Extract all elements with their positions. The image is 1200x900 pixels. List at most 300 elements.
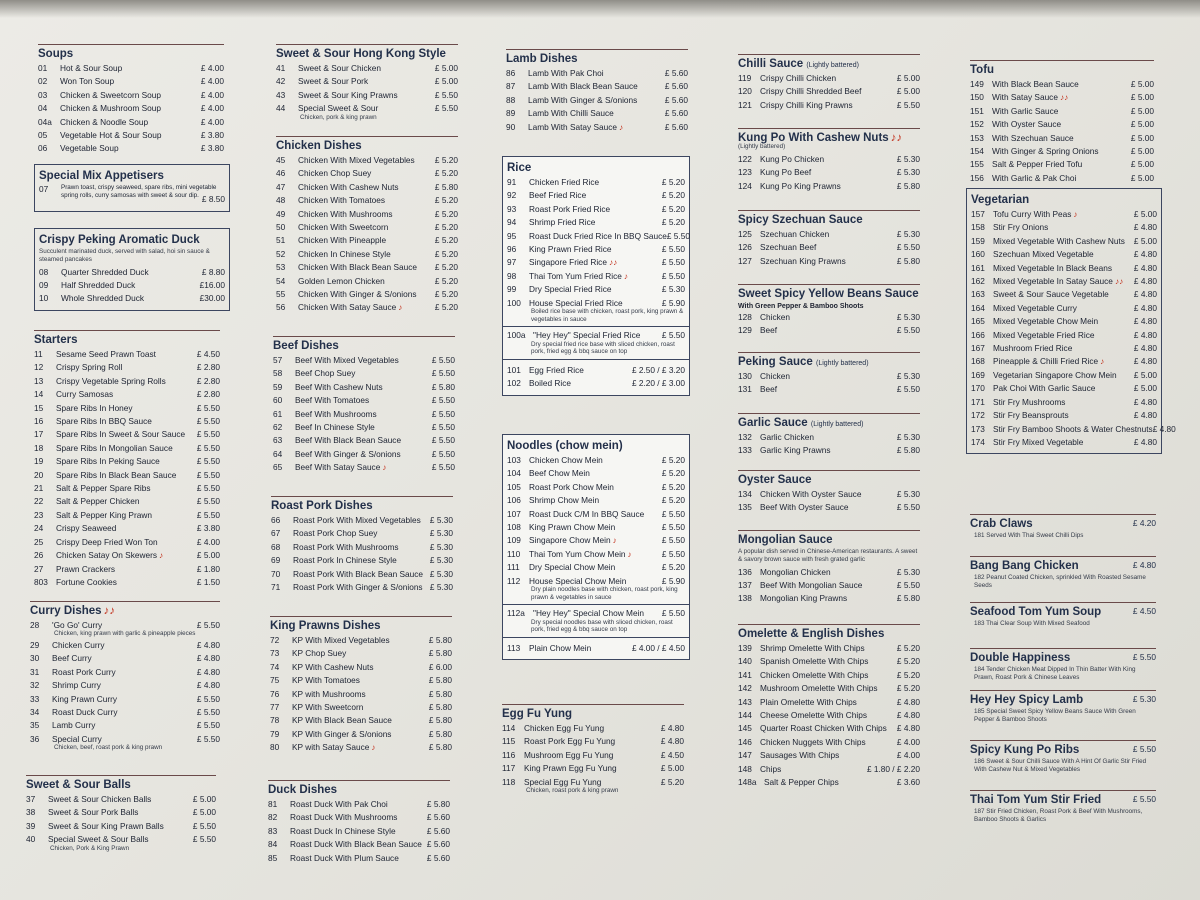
item-number: 19 — [34, 456, 44, 467]
item-name: Vegetarian Singapore Chow Mein — [993, 369, 1117, 380]
item-number: 142 — [738, 683, 752, 694]
item-price: £ 5.50 — [196, 693, 220, 704]
menu-item — [738, 566, 920, 579]
item-price: £ 5.50 — [661, 522, 685, 533]
item-price: £ 5.50 — [192, 834, 216, 845]
menu-item — [738, 166, 920, 179]
item-price: £ 3.80 — [200, 130, 224, 141]
item-name: Chicken Egg Fu Yung — [524, 723, 605, 733]
menu-item — [507, 270, 685, 283]
chili-icon: ♪♪ — [608, 257, 618, 268]
menu-item — [271, 527, 453, 540]
item-name: Szechuan Mixed Vegetable — [993, 249, 1094, 260]
item-name: Spare Ribs In Honey — [56, 402, 133, 413]
menu-item — [738, 655, 920, 668]
item-price: £ 5.20 — [661, 190, 685, 201]
item-name: Chicken & Noodle Soup — [60, 116, 149, 127]
item-number: 95 — [507, 230, 517, 241]
item-name: Salt & Pepper King Prawn — [56, 509, 152, 520]
item-name: Roast Pork Chop Suey — [293, 528, 378, 539]
item-price: £ 5.30 — [896, 312, 920, 322]
item-price: £ 5.50 — [196, 429, 220, 440]
item-price: £ 5.50 — [196, 733, 220, 744]
item-price: £ 5.20 — [434, 302, 458, 313]
item-price: £ 5.50 — [896, 99, 920, 110]
item-name: Stir Fry Mixed Vegetable — [993, 436, 1084, 447]
item-price: £ 4.80 — [1133, 436, 1157, 447]
item-number: 83 — [268, 825, 278, 836]
item-name: Spanish Omelette With Chips — [760, 656, 869, 667]
item-name: Beef Chop Suey — [295, 368, 356, 379]
item-name: Shrimp Chow Mein — [529, 495, 600, 506]
item-name: Mixed Vegetable Curry — [993, 302, 1077, 313]
item-price: £ 5.30 — [429, 582, 453, 593]
menu-item — [276, 167, 458, 180]
item-price: £ 3.80 — [200, 143, 224, 154]
menu-item — [738, 749, 920, 762]
item-number: 105 — [507, 481, 521, 492]
special-title: Double Happiness £ 5.50 — [970, 648, 1156, 666]
item-price: £ 5.30 — [896, 153, 920, 164]
menu-item — [738, 592, 920, 605]
menu-item — [507, 494, 685, 507]
item-number: 115 — [502, 736, 516, 747]
item-price: £ 5.50 — [896, 242, 920, 253]
item-name: Spare Ribs In BBQ Sauce — [56, 416, 152, 427]
item-name: Won Ton Soup — [60, 76, 115, 87]
section-title: Lamb Dishes — [506, 49, 688, 67]
item-number: 97 — [507, 257, 517, 268]
item-name: Shrimp Curry — [52, 680, 101, 691]
item-name: KP With Mixed Vegetables — [292, 635, 390, 645]
item-price: £ 5.60 — [426, 839, 450, 850]
item-name: Chicken & Sweetcorn Soup — [60, 89, 162, 100]
item-price: £ 5.00 — [660, 763, 684, 774]
menu-item — [268, 852, 450, 865]
section-omelette — [738, 624, 920, 789]
item-price: £ 5.00 — [434, 63, 458, 73]
menu-item — [971, 275, 1157, 288]
menu-item — [970, 132, 1154, 145]
item-price: £ 5.50 — [431, 408, 455, 419]
section-soups — [38, 44, 224, 156]
section-title: Tofu — [970, 60, 1154, 78]
section-kung-po: Kung Po With Cashew Nuts ♪♪ (Lightly battered) 122 Kung Po Chicken £ 5.30 123 Kung Po Beef £ 5.30 124 Kung Po King Prawns £ 5.80 — [738, 128, 920, 193]
item-number: 128 — [738, 312, 752, 322]
item-number: 41 — [276, 63, 286, 73]
item-price: £ 5.80 — [896, 180, 920, 191]
item-number: 24 — [34, 523, 44, 534]
special-title: Bang Bang Chicken £ 4.80 — [970, 556, 1156, 574]
item-number: 98 — [507, 270, 517, 281]
section-title: Spicy Szechuan Sauce — [738, 210, 920, 228]
item-price: £ 5.00 — [434, 76, 458, 87]
menu-item — [270, 741, 452, 754]
section-egg-fu-yung: Egg Fu Yung 114 Chicken Egg Fu Yung £ 4.80 115 Roast Pork Egg Fu Yung £ 4.80 116 Mushroom Egg Fu Yung £ 4.50 117 King Prawn Egg Fu Yung £ 5.00 118 Special Egg Fu Yung £ 5.20 Chicken, roast pork & king prawn — [502, 704, 684, 796]
item-name: Lamb With Chilli Sauce — [528, 108, 614, 119]
item-number: 63 — [273, 435, 283, 446]
item-price: £ 4.80 — [896, 710, 920, 721]
section-lamb — [506, 49, 688, 134]
item-number: 01 — [38, 63, 48, 73]
menu-item — [34, 375, 220, 388]
item-number: 145 — [738, 723, 752, 734]
item-number: 17 — [34, 429, 44, 440]
item-name: KP with Satay Sauce — [292, 742, 370, 753]
item-price: £ 5.00 — [1130, 79, 1154, 89]
item-number: 126 — [738, 242, 752, 253]
special-price: £ 4.50 — [1132, 606, 1156, 616]
menu-item — [970, 91, 1154, 104]
item-number: 158 — [971, 222, 985, 233]
item-name: KP With Sweetcorn — [292, 702, 364, 713]
special-price: £ 5.50 — [1132, 794, 1156, 804]
item-number: 159 — [971, 235, 985, 246]
item-name: Beef With Ginger & S/onions — [295, 448, 401, 459]
item-number: 44 — [276, 103, 286, 114]
chili-icon: ♪ — [371, 742, 376, 753]
item-price: £ 5.50 — [661, 257, 685, 268]
menu-item — [502, 749, 684, 762]
item-name: Mongolian King Prawns — [760, 593, 848, 604]
item-price: £ 4.00 — [896, 750, 920, 761]
item-number: 04a — [38, 116, 52, 127]
menu-item — [34, 361, 220, 374]
item-name: Chicken With Mushrooms — [298, 208, 393, 219]
menu-item — [34, 388, 220, 401]
menu-item — [970, 145, 1154, 158]
item-price: £ 5.20 — [434, 168, 458, 179]
menu-item — [507, 176, 685, 189]
item-name: Sweet & Sour King Prawns — [298, 89, 398, 100]
item-name: Roast Duck Fried Rice In BBQ Sauce — [529, 230, 667, 241]
item-price: £ 4.80 — [1133, 262, 1157, 273]
item-price: £ 5.00 — [896, 73, 920, 83]
item-number: 157 — [971, 209, 985, 219]
item-number: 80 — [270, 742, 280, 753]
item-name: Spare Ribs In Mongolian Sauce — [56, 442, 173, 453]
menu-item — [738, 255, 920, 268]
menu-item — [507, 189, 685, 202]
menu-item — [38, 62, 224, 75]
menu-item — [273, 354, 455, 367]
item-price: £ 5.00 — [1130, 92, 1154, 103]
special-dish — [970, 602, 1156, 630]
item-name: Crispy Chilli King Prawns — [760, 99, 853, 110]
section-title: Rice — [507, 162, 532, 174]
section-title: Chilli Sauce (Lightly battered) — [738, 54, 920, 72]
item-price: £ 5.80 — [428, 635, 452, 645]
item-number: 108 — [507, 522, 521, 533]
menu-item — [738, 444, 920, 457]
item-number: 120 — [738, 86, 752, 97]
menu-item: 100a "Hey Hey" Special Fried Rice £ 5.50 — [507, 330, 685, 341]
menu-item — [738, 85, 920, 98]
menu-item — [276, 75, 458, 88]
item-number: 37 — [26, 794, 36, 804]
special-desc: 186 Sweet & Sour Chilli Sauce With A Hint Of Garlic Stir Fried With Cashew Nut & Mixed Vegetables — [974, 758, 1147, 773]
item-number: 79 — [270, 728, 280, 739]
menu-item — [38, 89, 224, 102]
item-price: £ 5.30 — [429, 555, 453, 566]
section-title: Starters — [34, 330, 220, 348]
item-price: £ 5.50 — [431, 462, 455, 473]
item-number: 26 — [34, 550, 44, 561]
special-title: Crab Claws £ 4.20 — [970, 514, 1156, 532]
item-name: Chicken With Tomatoes — [298, 195, 385, 206]
item-number: 92 — [507, 190, 517, 201]
item-price: £ 4.50 — [196, 349, 220, 359]
menu-item — [970, 172, 1154, 185]
section-mongolian: Mongolian Sauce A popular dish served in Chinese-American restaurants. A sweet & savory brown sauce with fresh grated garlic 136 Mongolian Chicken £ 5.30 137 Beef With Mongolian Sauce £ 5.50 138 Mongolian King Prawns £ 5.80 — [738, 530, 920, 606]
special-dish — [970, 790, 1156, 826]
item-number: 112 — [507, 575, 521, 586]
item-name: Chicken Curry — [52, 640, 105, 650]
item-price: £ 1.80 — [196, 563, 220, 574]
item-price: £ 5.30 — [429, 541, 453, 552]
menu-item — [39, 266, 225, 279]
item-number: 171 — [971, 396, 985, 407]
item-number: 114 — [502, 723, 516, 733]
item-price: £ 5.20 — [661, 481, 685, 492]
item-price: £ 6.00 — [428, 661, 452, 672]
item-price: £ 5.30 — [429, 528, 453, 539]
menu-item — [507, 561, 685, 574]
item-number: 81 — [268, 799, 278, 809]
item-number: 144 — [738, 710, 752, 721]
item-name: KP With Cashew Nuts — [292, 661, 374, 672]
item-number: 16 — [34, 416, 44, 427]
item-number: 56 — [276, 302, 286, 313]
item-price: £ 4.80 — [196, 640, 220, 650]
menu-item — [276, 194, 458, 207]
menu-item — [971, 235, 1157, 248]
item-number: 119 — [738, 73, 752, 83]
item-price: £ 5.30 — [896, 489, 920, 499]
item-name: Dry Special Chow Mein — [529, 562, 616, 573]
menu-item — [738, 579, 920, 592]
item-number: 137 — [738, 580, 752, 590]
item-number: 38 — [26, 807, 36, 818]
item-name: Dry Special Fried Rice — [529, 284, 612, 295]
item-price: £ 1.80 / £ 2.20 — [866, 763, 920, 774]
menu-item — [276, 221, 458, 234]
item-number: 148a — [738, 777, 757, 788]
item-price: £ 4.50 — [660, 749, 684, 760]
section-szechuan — [738, 210, 920, 268]
item-price: £ 4.80 — [1133, 222, 1157, 233]
menu-item — [738, 153, 920, 166]
item-price: £ 2.80 — [196, 362, 220, 373]
item-name: Garlic King Prawns — [760, 445, 831, 456]
menu-item — [38, 102, 224, 115]
item-price: £ 2.80 — [196, 389, 220, 400]
section-garlic-sauce — [738, 413, 920, 458]
item-name: KP With Black Bean Sauce — [292, 715, 392, 726]
special-dish — [970, 648, 1156, 684]
menu-item — [30, 666, 220, 679]
item-name: Chips — [760, 763, 782, 774]
item-name: Salt & Pepper Chips — [764, 777, 839, 788]
item-name: Chicken With Pineapple — [298, 235, 387, 246]
item-price: £ 4.80 — [1133, 276, 1157, 287]
item-number: 36 — [30, 733, 40, 744]
menu-item — [971, 396, 1157, 409]
item-name: Kung Po King Prawns — [760, 180, 841, 191]
item-number: 04 — [38, 103, 48, 114]
item-number: 160 — [971, 249, 985, 260]
item-number: 94 — [507, 217, 517, 228]
menu-item — [270, 714, 452, 727]
section-beef — [273, 336, 455, 475]
item-name: With Garlic Sauce — [992, 105, 1059, 116]
item-number: 101 — [507, 364, 521, 375]
item-number: 77 — [270, 702, 280, 713]
item-price: £ 5.00 — [1133, 209, 1157, 219]
item-price: £ 5.50 — [661, 270, 685, 281]
item-price: £ 5.20 — [661, 495, 685, 506]
item-price: £ 2.50 / £ 3.20 — [631, 364, 685, 375]
item-price: £ 5.00 — [1133, 383, 1157, 394]
item-number: 127 — [738, 255, 752, 266]
section-title: Special Mix Appetisers — [39, 170, 164, 182]
menu-item — [34, 402, 220, 415]
item-number: 78 — [270, 715, 280, 726]
item-number: 152 — [970, 119, 984, 130]
item-name: King Prawn Chow Mein — [529, 522, 616, 533]
item-number: 58 — [273, 368, 283, 379]
item-name: Quarter Roast Chicken With Chips — [760, 723, 887, 734]
item-name: KP Chop Suey — [292, 648, 347, 659]
item-name: Crispy Seaweed — [56, 523, 117, 534]
item-price: £ 5.50 — [196, 509, 220, 520]
menu-item — [38, 116, 224, 129]
item-number: 106 — [507, 495, 521, 506]
item-name: Chicken In Chinese Style — [298, 248, 391, 259]
section-title: Garlic Sauce (Lightly battered) — [738, 413, 920, 431]
item-name: Mixed Vegetable Fried Rice — [993, 329, 1095, 340]
item-number: 122 — [738, 153, 752, 164]
menu-item — [502, 735, 684, 748]
item-name: King Prawn Fried Rice — [529, 244, 612, 255]
item-number: 67 — [271, 528, 281, 539]
item-price: £ 3.80 — [196, 523, 220, 534]
item-name: Stir Fry Mushrooms — [993, 396, 1066, 407]
item-number: 75 — [270, 675, 280, 686]
item-name: With Garlic & Pak Choi — [992, 172, 1077, 183]
item-number: 91 — [507, 177, 517, 187]
item-price: £ 5.50 — [896, 325, 920, 336]
item-price: £ 5.80 — [428, 742, 452, 753]
menu-item — [39, 292, 225, 305]
item-name: Mixed Vegetable Chow Mein — [993, 316, 1099, 327]
chili-icon: ♪ — [612, 535, 617, 546]
item-name: Mushroom Fried Rice — [993, 343, 1073, 354]
section-title: Sweet Spicy Yellow Beans Sauce — [738, 284, 920, 302]
menu-item — [507, 534, 685, 547]
item-number: 166 — [971, 329, 985, 340]
item-price: £ 5.20 — [434, 195, 458, 206]
item-number: 143 — [738, 696, 752, 707]
item-number: 151 — [970, 105, 984, 116]
chili-icon: ♪♪ — [1059, 92, 1069, 103]
item-price: £ 5.30 — [896, 167, 920, 178]
item-price: £ 4.00 — [196, 536, 220, 547]
menu-item — [738, 324, 920, 337]
menu-item — [971, 355, 1157, 368]
item-number: 125 — [738, 229, 752, 239]
menu-item — [273, 421, 455, 434]
item-price: £ 5.80 — [896, 255, 920, 266]
item-price: £ 5.60 — [664, 68, 688, 78]
section-duck-dishes — [268, 780, 450, 865]
item-number: 104 — [507, 468, 521, 479]
item-name: Crispy Spring Roll — [56, 362, 123, 373]
item-price: £ 8.80 — [201, 266, 225, 277]
item-number: 173 — [971, 423, 985, 434]
item-name: Beef With Tomatoes — [295, 395, 370, 406]
special-desc: 183 Thai Clear Soup With Mixed Seafood — [974, 620, 1090, 627]
item-name: Singapore Chow Mein — [529, 535, 611, 546]
item-number: 174 — [971, 436, 985, 447]
item-number: 60 — [273, 395, 283, 406]
section-title: Noodles (chow mein) — [507, 440, 623, 452]
item-price: £ 5.50 — [196, 720, 220, 731]
item-number: 150 — [970, 92, 984, 103]
menu-item — [276, 208, 458, 221]
item-name: Roast Duck In Chinese Style — [290, 825, 396, 836]
item-number: 49 — [276, 208, 286, 219]
section-title: Mongolian Sauce — [738, 530, 920, 548]
item-price: £ 5.50 — [196, 442, 220, 453]
section-title: Kung Po With Cashew Nuts ♪♪ — [738, 128, 920, 146]
menu-item — [507, 256, 685, 269]
menu-item — [38, 75, 224, 88]
item-number: 138 — [738, 593, 752, 604]
menu-item — [507, 243, 685, 256]
item-name: Beef With Oyster Sauce — [760, 502, 849, 513]
item-name: Beef With Satay Sauce — [295, 462, 381, 473]
item-number: 121 — [738, 99, 752, 110]
menu-item — [971, 315, 1157, 328]
item-price: £ 5.20 — [896, 669, 920, 680]
item-price: £ 5.60 — [664, 94, 688, 105]
section-chilli-sauce — [738, 54, 920, 112]
item-number: 43 — [276, 89, 286, 100]
item-name: Lamb With Ginger & S/onions — [528, 94, 638, 105]
menu-item — [971, 329, 1157, 342]
item-name: Beef — [760, 384, 778, 395]
menu-item — [34, 509, 220, 522]
item-name: Beef Chow Mein — [529, 468, 590, 479]
menu-item — [268, 825, 450, 838]
item-price: £ 5.50 — [431, 448, 455, 459]
section-sweet-sour-hk: Sweet & Sour Hong Kong Style 41 Sweet & Sour Chicken £ 5.00 42 Sweet & Sour Pork £ 5.00 43 Sweet & Sour King Prawns £ 5.50 44 Special Sweet & Sour £ 5.50 Chicken, pork & king prawn — [276, 44, 458, 122]
item-number: 55 — [276, 289, 286, 300]
item-price: £ 5.60 — [426, 825, 450, 836]
item-price: £ 5.20 — [434, 289, 458, 300]
menu-item — [738, 682, 920, 695]
item-number: 35 — [30, 720, 40, 731]
item-number: 73 — [270, 648, 280, 659]
menu-item — [276, 62, 458, 75]
item-number: 33 — [30, 693, 40, 704]
item-price: £ 5.60 — [426, 852, 450, 863]
special-desc: 182 Peanut Coated Chicken, sprinkled With Roasted Sesame Seeds — [974, 574, 1146, 589]
item-name: Chicken With Oyster Sauce — [760, 489, 862, 499]
item-number: 51 — [276, 235, 286, 246]
menu-item — [271, 568, 453, 581]
